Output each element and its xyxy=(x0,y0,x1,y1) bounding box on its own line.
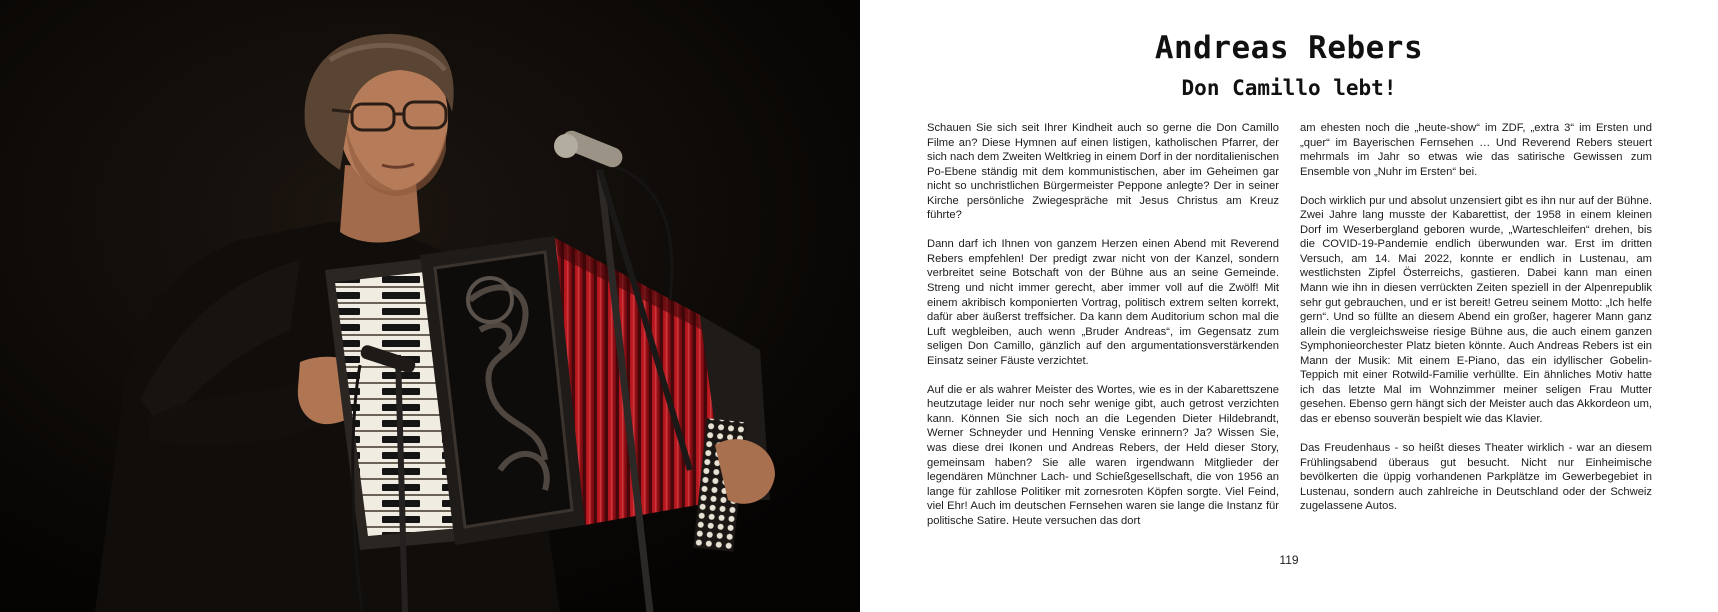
right-text-column xyxy=(1300,121,1652,528)
article-page xyxy=(860,0,1718,612)
page-number: 119 xyxy=(1279,553,1299,567)
left-text-column xyxy=(927,121,1279,543)
article-title: Andreas Rebers xyxy=(1154,30,1424,66)
article-subtitle: Don Camillo lebt! xyxy=(1181,76,1397,100)
paragraph: Doch wirklich pur und absolut unzensiert gibt es ihn nur auf der Bühne. Zwei Jahre lang musste der Kabarettist, der 1958 in einem kleinen Dorf im Weserbergland geboren wurde, „Warteschleifen“ drehen, bis die COVID-19-Pandemie endlich überwunden war. Erst im dritten Versuch, am 14. Mai 2022, konnte er endlich in Lustenau, am westlichsten Zipfel Österreichs, gastieren. Dabei kann man einen Mann wie ihn in diesen verrückten Zeiten speziell in der Alpenrepublik sehr gut gebrauchen, und er ist bereit! Getreu seinem Motto: „Ich helfe gern“. Und so füllte an diesem Abend ein großer, hagerer Mann ganz allein die vergleichsweise riesige Bühne aus, die auch einem ganzen Symphonieorchester Platz bieten könnte. Auch Andreas Rebers ist ein Mann der Musik: Mit einem E-Piano, das ein idyllischer Gobelin-Teppich mit einer Rotwild-Familie verhüllte. Ein ähnliches Motiv hatte ich das letzte Mal im Wohnzimmer meiner seligen Frau Mutter gesehen. Ebenso gern hängt sich der Meister auch das Akkordeon um, das er ebenso souverän bespielt wie das Klavier. xyxy=(1300,194,1653,425)
paragraph: Auf die er als wahrer Meister des Wortes, wie es in der Kabarettszene heutzutage leider nur noch sehr wenige gibt, auch getrost verzichten kann. Können Sie sich noch an die Legenden Dieter Hildebrandt, Werner Schneyder und Henning Venske erinnern? Ja? Wissen Sie, was diese drei Ikonen und Andreas Rebers, der Held dieser Story, gemeinsam haben? Sie alle waren irgendwann Mitglieder der legendären Münchner Lach- und Schießgesellschaft, die von 1956 an lange für zahllose Politiker mit zornesroten Köpfen sorgte. Viel Feind, viel Ehr! Auch im deutschen Fernsehen waren sie lange die Instanz für politische Satire. Heute versuchen das dort xyxy=(927,383,1279,527)
paragraph: am ehesten noch die „heute-show“ im ZDF, „extra 3“ im Ersten und „quer“ im Bayerischen Fernsehen … Und Reverend Rebers steuert mehrmals im Jahr so etwas wie das satirische Gewissen zum Ensemble von „Nuhr im Ersten“ bei. xyxy=(1300,122,1652,178)
paragraph: Dann darf ich Ihnen von ganzem Herzen einen Abend mit Reverend Rebers empfehlen! Der predigt zwar nicht von der Kanzel, sondern verbreitet seine Botschaft von der Bühne aus an seine Gemeinde. Streng und nicht immer gerecht, aber immer voll auf die Zwölf! Mit einem akribisch komponierten Vortrag, politisch extrem selten korrekt, dafür aber äußerst treffsicher. Da kann dem Auditorium schon mal die Luft wegbleiben, auch wenn „Bruder Andreas“, im Gegensatz zum seligen Don Camillo, gänzlich auf den argumentationsverstärkenden Einsatz seiner Fäuste verzichtet. xyxy=(927,238,1279,367)
paragraph: Das Freudenhaus - so heißt dieses Theater wirklich - war an diesem Frühlingsabend überaus gut besucht. Nicht nur Einheimische bevölkerten die üppig vorhandenen Parkplätze im Gewerbegebiet in Lustenau, sondern auch zahlreiche in Deutschland oder der Schweiz zugelassene Autos. xyxy=(1300,442,1652,513)
paragraph: Schauen Sie sich seit Ihrer Kindheit auch so gerne die Don Camillo Filme an? Diese Hymnen auf einen listigen, katholischen Pfarrer, der sich nach dem Zweiten Weltkrieg in einem Dorf in der norditalienischen Po-Ebene ständig mit dem kommunistischen, aber im Geheimen gar nicht so unchristlichen Bürgermeister Peppone anlegte? Der in seiner Kirche persönliche Zwiegespräche mit Jesus Christus am Kreuz führte? xyxy=(927,122,1279,222)
